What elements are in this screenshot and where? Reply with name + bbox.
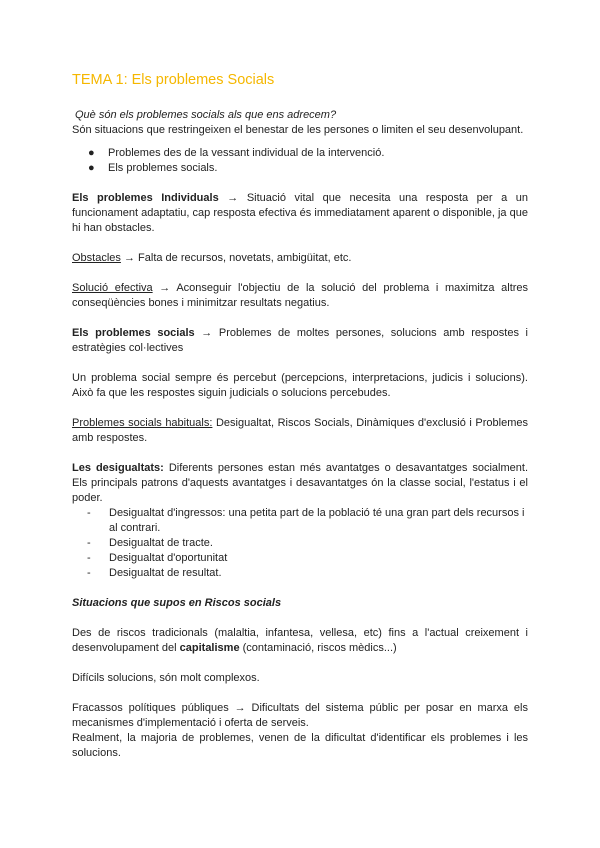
fracassos-text: Dificultats del sistema públic per posar en marxa els mecanismes d'implementació i oferta de serveis. — [72, 702, 528, 729]
list-item — [84, 161, 528, 176]
obstacles-paragraph — [72, 251, 528, 266]
list-item — [84, 146, 528, 161]
riscos-text-after: (contaminació, riscos mèdics...) — [242, 642, 397, 654]
desigualtats-term: Les desigualtats: — [72, 462, 164, 474]
solucio-paragraph — [72, 281, 528, 311]
dash-marker: - — [87, 537, 91, 549]
list-item — [87, 551, 528, 566]
dificils-paragraph: Difícils solucions, són molt complexos. — [72, 672, 260, 684]
arrow-icon: → — [123, 252, 135, 264]
socials-text: Problemes de moltes persones, solucions amb respostes i estratègies col·lectives — [72, 327, 528, 354]
intro-question: Què són els problemes socials als que ens adrecem? — [75, 109, 337, 121]
dash-marker: - — [87, 552, 91, 564]
desigualtats-list — [72, 506, 528, 581]
document-content — [72, 70, 528, 761]
situacions-heading: Situacions que supos en Riscos socials — [72, 597, 282, 609]
fracassos-paragraph — [72, 701, 528, 731]
bullet-marker: ● — [88, 162, 95, 174]
solucio-text: Aconseguir l'objectiu de la solució del problema i maximitza altres conseqüències bones i minimitzar resultats negatius. — [72, 282, 529, 309]
list-item — [87, 536, 528, 551]
desigualtats-paragraph — [72, 461, 528, 506]
solucio-term: Solució efectiva — [72, 282, 153, 294]
socials-term: Els problemes socials — [72, 327, 195, 339]
obstacles-term: Obstacles — [72, 252, 121, 264]
habituals-paragraph — [72, 416, 528, 446]
arrow-icon: → — [201, 327, 213, 339]
list-item-text: Desigualtat de tracte. — [109, 537, 213, 549]
individual-term: Els problemes Individuals — [72, 192, 219, 204]
habituals-term: Problemes socials habituals: — [72, 417, 213, 429]
list-item — [87, 506, 528, 536]
individual-text: Situació vital que necesita una resposta per a un funcionament adaptatiu, cap resposta efectiva és immediatament aparent o disponible, ja que hi han obstacles. — [72, 192, 529, 234]
arrow-icon: → — [227, 192, 239, 204]
list-item-text: Els problemes socials. — [108, 162, 218, 174]
dash-marker: - — [87, 567, 91, 579]
riscos-text-before: Des de riscos tradicionals (malaltia, infantesa, vellesa, etc) fins a l'actual creixement i desenvolupament del — [72, 627, 528, 654]
arrow-icon: → — [159, 282, 171, 294]
list-item — [87, 566, 528, 581]
desigualtats-text-1: Diferents persones estan més avantatges o desavantatges socialment. — [168, 462, 529, 474]
list-item-text: Desigualtat d'oportunitat — [109, 552, 228, 564]
intro-bullet-list — [72, 146, 528, 176]
individual-paragraph — [72, 191, 528, 236]
page-title: TEMA 1: Els problemes Socials — [72, 72, 275, 88]
fracassos-lead: Fracassos polítiques públiques — [72, 702, 229, 714]
list-item-text: Problemes des de la vessant individual de la intervenció. — [108, 147, 385, 159]
riscos-paragraph — [72, 626, 528, 656]
bullet-marker: ● — [88, 147, 95, 159]
dash-marker: - — [87, 507, 91, 519]
riscos-bold-term: capitalisme — [179, 642, 240, 654]
habituals-text: Desigualtat, Riscos Socials, Dinàmiques d'exclusió i Problemes amb respostes. — [72, 417, 528, 444]
list-item-text: Desigualtat d'ingressos: una petita part de la població té una gran part dels recursos i al contrari. — [109, 507, 525, 534]
desigualtats-text-2: Els principals patrons d'aquests avantatges i desavantatges ón la classe social, l'estatus i el poder. — [72, 477, 528, 504]
obstacles-text: Falta de recursos, novetats, ambigüitat, etc. — [138, 252, 352, 264]
socials-paragraph — [72, 326, 528, 356]
list-item-text: Desigualtat de resultat. — [109, 567, 222, 579]
realment-paragraph: Realment, la majoria de problemes, venen de la dificultat d'identificar els problemes i les solucions. — [72, 732, 528, 759]
percebut-paragraph: Un problema social sempre és percebut (percepcions, interpretacions, judicis i solucions). Això fa que les respostes siguin judicials o solucions percebudes. — [72, 372, 528, 399]
intro-definition: Són situacions que restringeixen el benestar de les persones o limiten el seu desenvolupant. — [72, 124, 524, 136]
arrow-icon: → — [234, 702, 246, 714]
